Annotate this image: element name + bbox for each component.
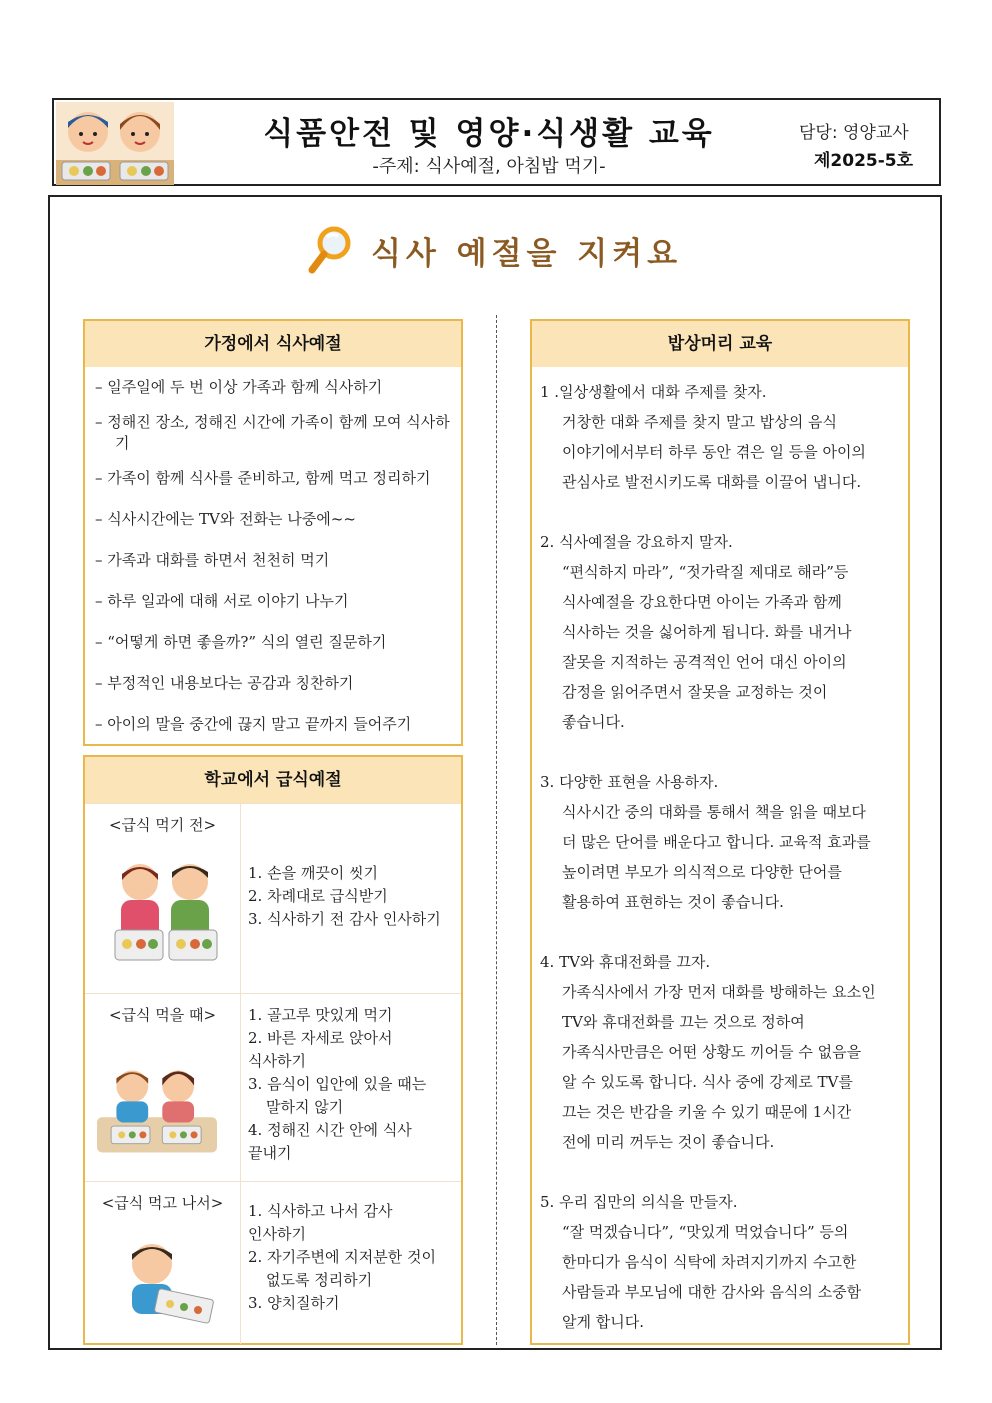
column-divider: [496, 315, 497, 1345]
edu-item-line: 가족식사에서 가장 먼저 대화를 방해하는 요소인: [562, 983, 876, 1001]
edu-item-3: [540, 767, 902, 917]
school-row-during: [85, 993, 461, 1182]
list-item: – 가족이 함께 식사를 준비하고, 함께 먹고 정리하기: [95, 469, 431, 487]
edu-item-2: [540, 527, 902, 737]
main-title-row: [50, 225, 940, 275]
header-logo-illustration: [56, 102, 174, 185]
edu-item-line: 가족식사만큼은 어떤 상황도 끼어들 수 없음을: [562, 1043, 862, 1061]
teacher-label: 담당: 영양교사: [799, 123, 909, 143]
school-row-after: [85, 1181, 461, 1344]
edu-item-line: “잘 먹겠습니다”, “맛있게 먹었습니다” 등의: [562, 1223, 849, 1241]
edu-item-5: [540, 1187, 902, 1337]
edu-item-title: 4. TV와 휴대전화를 끄자.: [540, 953, 711, 971]
newsletter-title: 식품안전 및 영양·식생활 교육: [263, 116, 715, 152]
school-row-before: [85, 803, 461, 994]
list-item: – 일주일에 두 번 이상 가족과 함께 식사하기: [95, 378, 383, 396]
home-panel-heading: 가정에서 식사예절: [85, 321, 461, 367]
during-step: 4. 정해진 시간 안에 식사: [248, 1121, 412, 1139]
during-step: 끝내기: [248, 1144, 292, 1162]
after-step: 인사하기: [248, 1225, 306, 1243]
edu-item-line: TV와 휴대전화를 끄는 것으로 정하여: [562, 1013, 805, 1031]
edu-item-4: [540, 947, 902, 1157]
edu-item-line: 더 많은 단어를 배운다고 합니다. 교육적 효과를: [562, 833, 871, 851]
after-step: 2. 자기주변에 지저분한 것이: [248, 1248, 437, 1266]
issue-number: 제2025-5호: [814, 151, 914, 171]
home-etiquette-panel: [83, 319, 463, 746]
children-eating-illustration: [97, 1049, 217, 1159]
edu-item-line: 이야기에서부터 하루 동안 겪은 일 등을 아이의: [562, 443, 866, 461]
list-item: – “어떻게 하면 좋을까?” 식의 열린 질문하기: [95, 633, 387, 651]
edu-item-line: 식사시간 중의 대화를 통해서 책을 읽을 때보다: [562, 803, 866, 821]
before-step: 1. 손을 깨끗이 씻기: [248, 864, 379, 882]
edu-item-title: 2. 식사예절을 강요하지 말자.: [540, 533, 733, 551]
edu-item-line: 알게 합니다.: [562, 1313, 644, 1331]
child-clearing-tray-illustration: [107, 1232, 227, 1332]
edu-item-line: 한마디가 음식이 식탁에 차려지기까지 수고한: [562, 1253, 857, 1271]
edu-item-title: 1 .일상생활에서 대화 주제를 찾자.: [540, 383, 767, 401]
edu-item-1: [540, 377, 902, 497]
edu-item-line: 좋습니다.: [562, 713, 625, 731]
edu-item-line: 관심사로 발전시키도록 대화를 이끌어 냅니다.: [562, 473, 862, 491]
after-step: 없도록 정리하기: [266, 1271, 373, 1289]
edu-item-line: 끄는 것은 반감을 키울 수 있기 때문에 1시간: [562, 1103, 852, 1121]
before-meal-label: <급식 먹기 전>: [108, 816, 217, 834]
edu-item-title: 3. 다양한 표현을 사용하자.: [540, 773, 719, 791]
edu-item-line: 잘못을 지적하는 공격적인 언어 대신 아이의: [562, 653, 847, 671]
header-box: [52, 98, 941, 186]
during-meal-label: <급식 먹을 때>: [108, 1006, 217, 1024]
before-step: 2. 차례대로 급식받기: [248, 887, 388, 905]
during-step: 식사하기: [248, 1052, 306, 1070]
newsletter-subtitle: -주제: 식사예절, 아침밥 먹기-: [372, 156, 606, 177]
edu-item-line: 사람들과 부모님에 대한 감사와 음식의 소중함: [562, 1283, 862, 1301]
edu-item-line: 활용하여 표현하는 것이 좋습니다.: [562, 893, 784, 911]
edu-item-line: 거창한 대화 주제를 찾지 말고 밥상의 음식: [562, 413, 837, 431]
list-item: – 정해진 장소, 정해진 시간에 가족이 함께 모여 식사하기: [95, 413, 450, 452]
list-item: – 부정적인 내용보다는 공감과 칭찬하기: [95, 674, 354, 692]
list-item: – 식사시간에는 TV와 전화는 나중에~~: [95, 510, 356, 528]
list-item: – 하루 일과에 대해 서로 이야기 나누기: [95, 592, 349, 610]
edu-body: [532, 367, 908, 1337]
edu-item-title: 5. 우리 집만의 의식을 만들자.: [540, 1193, 738, 1211]
after-step: 3. 양치질하기: [248, 1294, 340, 1312]
main-title: 식사 예절을 지켜요: [370, 235, 683, 272]
after-step: 1. 식사하고 나서 감사: [248, 1202, 393, 1220]
during-step: 말하지 않기: [266, 1098, 344, 1116]
home-etiquette-list: [85, 367, 461, 735]
table-education-panel: [530, 319, 910, 1345]
school-panel-heading: 학교에서 급식예절: [85, 757, 461, 803]
main-frame: [48, 195, 942, 1350]
list-item: – 가족과 대화를 하면서 천천히 먹기: [95, 551, 330, 569]
edu-item-line: “편식하지 마라”, “젓가락질 제대로 해라”등: [562, 563, 849, 581]
after-meal-label: <급식 먹고 나서>: [101, 1194, 224, 1212]
before-step: 3. 식사하기 전 감사 인사하기: [248, 910, 441, 928]
school-etiquette-panel: [83, 755, 463, 1345]
magnifier-icon: [308, 225, 352, 275]
edu-item-line: 식사하는 것을 싫어하게 됩니다. 화를 내거나: [562, 623, 852, 641]
edu-item-line: 알 수 있도록 합니다. 식사 중에 강제로 TV를: [562, 1073, 853, 1091]
list-item: – 아이의 말을 중간에 끊지 말고 끝까지 들어주기: [95, 715, 412, 733]
during-step: 1. 골고루 맛있게 먹기: [248, 1006, 393, 1024]
during-step: 2. 바른 자세로 앉아서: [248, 1029, 393, 1047]
children-washing-illustration: [105, 852, 225, 972]
edu-item-line: 전에 미리 꺼두는 것이 좋습니다.: [562, 1133, 775, 1151]
edu-item-line: 식사예절을 강요한다면 아이는 가족과 함께: [562, 593, 842, 611]
edu-item-line: 감정을 읽어주면서 잘못을 교정하는 것이: [562, 683, 828, 701]
during-step: 3. 음식이 입안에 있을 때는: [248, 1075, 427, 1093]
edu-item-line: 높이려면 부모가 의식적으로 다양한 단어를: [562, 863, 842, 881]
edu-panel-heading: 밥상머리 교육: [532, 321, 908, 367]
